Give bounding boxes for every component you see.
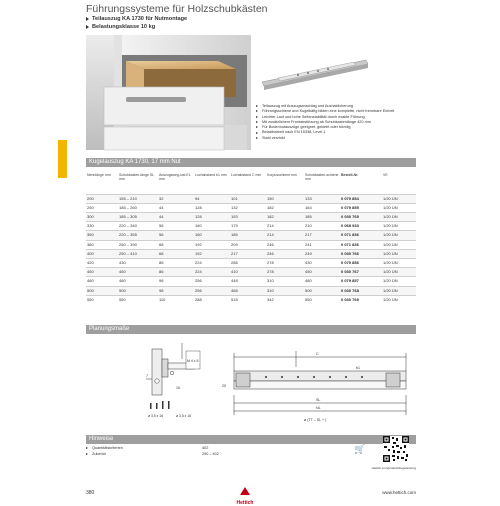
table-cell: 214 bbox=[266, 222, 304, 231]
table-row bbox=[86, 212, 416, 221]
table-cell: 400 bbox=[86, 249, 118, 258]
hinweise-item: Quantitätskriterien 402 bbox=[86, 446, 336, 452]
table-cell: 185 – 260 bbox=[118, 203, 158, 212]
table-cell: 179 bbox=[230, 222, 266, 231]
table-cell: 128 bbox=[194, 203, 230, 212]
table-cell: 430 bbox=[118, 258, 158, 267]
table-row bbox=[86, 240, 416, 249]
hinweise-section-title: Hinweise bbox=[86, 435, 416, 444]
table-cell: 132 bbox=[230, 203, 266, 212]
table-cell: 1/20 ÜN bbox=[382, 286, 416, 295]
logo-mark-icon bbox=[240, 487, 250, 495]
table-cell: 480 bbox=[86, 277, 118, 286]
table-cell: 1/20 ÜN bbox=[382, 240, 416, 249]
table-row bbox=[86, 258, 416, 267]
table-cell: 450 bbox=[86, 268, 118, 277]
dim-16-label: 16 bbox=[176, 386, 180, 390]
table-cell: 133 bbox=[304, 194, 340, 203]
feature-item: Leichter Lauf und hohe Seitenstabilität durch exakte Führung bbox=[256, 115, 426, 120]
planning-drawing bbox=[86, 337, 416, 430]
table-cell: 0 068 933 bbox=[340, 222, 382, 231]
table-cell: 278 bbox=[266, 258, 304, 267]
table-cell: 450 bbox=[304, 268, 340, 277]
planning-section-title: Planungsmaße bbox=[86, 325, 416, 334]
table-cell: 0 079 855 bbox=[340, 203, 382, 212]
dim-el-label: ø (TT – SL + ) bbox=[304, 418, 327, 422]
table-cell: 246 bbox=[266, 240, 304, 249]
table-cell: 150 bbox=[266, 194, 304, 203]
table-cell: 256 bbox=[194, 286, 230, 295]
table-cell: 224 bbox=[194, 268, 230, 277]
table-cell: 1/20 ÜN bbox=[382, 258, 416, 267]
table-cell: 68 bbox=[158, 240, 194, 249]
table-cell: 220 – 355 bbox=[118, 231, 158, 240]
table-cell: 94 bbox=[194, 194, 230, 203]
table-cell: 310 bbox=[266, 277, 304, 286]
table-cell: 0 030 768 bbox=[340, 286, 382, 295]
table-cell: 550 bbox=[86, 295, 118, 304]
table-cell: 380 bbox=[86, 240, 118, 249]
table-cell: 160 bbox=[194, 222, 230, 231]
table-cell: 330 bbox=[86, 222, 118, 231]
qr-caption: Hettich.com/product/kugelauszug bbox=[371, 466, 416, 470]
table-row bbox=[86, 222, 416, 231]
table-cell: 0 079 856 bbox=[340, 258, 382, 267]
table-cell: 86 bbox=[158, 258, 194, 267]
table-cell: 185 bbox=[230, 231, 266, 240]
subtitle-2: Belastungsklasse 10 kg bbox=[86, 23, 416, 31]
table-cell: 128 bbox=[194, 212, 230, 221]
table-cell: 214 bbox=[266, 231, 304, 240]
table-cell: 1/20 ÜN bbox=[382, 194, 416, 203]
table-cell: 480 bbox=[304, 277, 340, 286]
page-number: 380 bbox=[86, 490, 95, 496]
column-header: Nennlänge mm bbox=[87, 173, 111, 177]
table-cell: 250 – 390 bbox=[118, 240, 158, 249]
screw-dim-label-1: ø 3,5 x 16 bbox=[148, 414, 164, 418]
dim-c-label: C bbox=[316, 352, 319, 356]
table-cell: 210 bbox=[304, 222, 340, 231]
mx-label: M 4 x 5 bbox=[187, 359, 199, 363]
table-body bbox=[86, 194, 416, 304]
column-header: Auszugsweg-lust EL mm bbox=[159, 173, 191, 182]
table-cell: 1/20 ÜN bbox=[382, 222, 416, 231]
table-cell: 0 079 854 bbox=[340, 194, 382, 203]
table-cell: 1/20 ÜN bbox=[382, 249, 416, 258]
table-cell: 0 030 765 bbox=[340, 212, 382, 221]
table-cell: 0 030 769 bbox=[340, 295, 382, 304]
column-header: Schubkasten-länge SL mm bbox=[119, 173, 155, 182]
table-cell: 217 bbox=[230, 249, 266, 258]
drawer-product-photo bbox=[86, 35, 251, 150]
table-cell: 350 bbox=[86, 231, 118, 240]
bullet-arrow-icon bbox=[86, 25, 89, 29]
dim-20-label: 20 bbox=[222, 384, 226, 388]
table-cell: 246 bbox=[266, 249, 304, 258]
table-cell: 86 bbox=[158, 268, 194, 277]
hettich-logo: Hettich bbox=[229, 482, 261, 498]
table-row bbox=[86, 194, 416, 203]
feature-item: Für Bodennutauszüge geeignet, geklebt oder bündig bbox=[256, 125, 426, 130]
table-cell: 192 bbox=[194, 249, 230, 258]
table-cell: 0 079 857 bbox=[340, 277, 382, 286]
table-cell: 32 bbox=[158, 194, 194, 203]
table-cell: 288 bbox=[194, 295, 230, 304]
table-header-row bbox=[86, 172, 416, 194]
table-cell: 200 bbox=[86, 194, 118, 203]
table-cell: 98 bbox=[158, 277, 194, 286]
table-cell: 286 bbox=[230, 258, 266, 267]
column-header: Schubkasten-schiene mm bbox=[305, 173, 339, 182]
column-header: Bestell-Nr. bbox=[341, 173, 359, 177]
table-cell: 1/20 ÜN bbox=[382, 212, 416, 221]
table-cell: 250 – 410 bbox=[118, 249, 158, 258]
table-cell: 500 bbox=[304, 286, 340, 295]
table-cell: 1/20 ÜN bbox=[382, 203, 416, 212]
hinweise-item: Zubehör 290 – 402 bbox=[86, 452, 336, 458]
table-cell: 1/20 ÜN bbox=[382, 277, 416, 286]
table-cell: 500 bbox=[118, 286, 158, 295]
table-cell: 430 bbox=[304, 258, 340, 267]
dim-sl-label: SL bbox=[316, 398, 321, 402]
page-title: Führungssysteme für Holzschubkästen bbox=[86, 3, 268, 15]
table-cell: 1/20 ÜN bbox=[382, 231, 416, 240]
runner-product-image bbox=[258, 52, 370, 94]
table-cell: 153 bbox=[230, 212, 266, 221]
table-row bbox=[86, 268, 416, 277]
table-row bbox=[86, 203, 416, 212]
table-cell: 420 bbox=[86, 258, 118, 267]
table-row bbox=[86, 295, 416, 304]
column-header: VE bbox=[383, 173, 388, 177]
table-cell: 209 bbox=[230, 240, 266, 249]
table-cell: 56 bbox=[158, 222, 194, 231]
chapter-tab bbox=[58, 140, 67, 178]
qr-code-icon[interactable] bbox=[383, 436, 409, 462]
table-cell: 98 bbox=[158, 286, 194, 295]
table-cell: 300 bbox=[86, 212, 118, 221]
table-cell: 518 bbox=[230, 295, 266, 304]
table-cell: 110 bbox=[158, 295, 194, 304]
dim-7-label: 7 bbox=[146, 374, 148, 378]
table-cell: 160 bbox=[194, 231, 230, 240]
table-cell: 550 bbox=[118, 295, 158, 304]
table-cell: 164 bbox=[304, 203, 340, 212]
table-cell: 249 bbox=[304, 249, 340, 258]
table-cell: 56 bbox=[158, 231, 194, 240]
table-row bbox=[86, 286, 416, 295]
table-cell: 185 – 305 bbox=[118, 212, 158, 221]
column-header: Korpusschiene mm bbox=[267, 173, 297, 177]
table-cell: 310 bbox=[266, 286, 304, 295]
table-cell: 410 bbox=[230, 268, 266, 277]
table-cell: 155 – 210 bbox=[118, 194, 158, 203]
shopping-cart-icon: 🛒 bbox=[354, 444, 366, 454]
feature-item: Teilauszug mit Auszugsanschlag und Aushaklicherung bbox=[256, 104, 426, 109]
dim-b1-label: b1 bbox=[356, 366, 360, 370]
feature-list bbox=[256, 104, 426, 141]
table-cell: 0 030 767 bbox=[340, 268, 382, 277]
drawer-photo-svg bbox=[86, 35, 251, 150]
table-cell: 44 bbox=[158, 203, 194, 212]
table-cell: 342 bbox=[266, 295, 304, 304]
hinweise-list bbox=[86, 446, 336, 457]
table-row bbox=[86, 231, 416, 240]
table-cell: 220 – 340 bbox=[118, 222, 158, 231]
technical-drawing-svg bbox=[86, 337, 416, 430]
table-cell: 0 071 836 bbox=[340, 240, 382, 249]
table-cell: 217 bbox=[304, 231, 340, 240]
table-cell: 44 bbox=[158, 212, 194, 221]
table-cell: 68 bbox=[158, 249, 194, 258]
table-cell: 182 bbox=[266, 203, 304, 212]
runner-svg bbox=[258, 52, 370, 94]
table-cell: 185 bbox=[304, 212, 340, 221]
table-cell: 450 bbox=[118, 268, 158, 277]
column-header: Lochabstand C mm bbox=[231, 173, 262, 177]
table-cell: 101 bbox=[230, 194, 266, 203]
screw-dim-label-2: ø 3,5 x 16 bbox=[176, 414, 192, 418]
table-cell: 1/20 ÜN bbox=[382, 268, 416, 277]
dim-nl-label: NL bbox=[316, 406, 321, 410]
subtitle-1: Teilauszug KA 1730 für Nutmontage bbox=[86, 15, 416, 23]
table-row bbox=[86, 277, 416, 286]
spec-table bbox=[86, 172, 416, 304]
bullet-arrow-icon bbox=[86, 17, 89, 21]
table-cell: 0 071 836 bbox=[340, 231, 382, 240]
table-cell: 182 bbox=[266, 212, 304, 221]
table-cell: 224 bbox=[194, 258, 230, 267]
table-cell: 468 bbox=[230, 286, 266, 295]
table-cell: 1/20 ÜN bbox=[382, 295, 416, 304]
table-cell: 480 bbox=[118, 277, 158, 286]
table-row bbox=[86, 249, 416, 258]
table-cell: 250 bbox=[86, 203, 118, 212]
page-header bbox=[86, 3, 416, 31]
column-header: Lochabstand b1 mm bbox=[195, 173, 227, 177]
feature-item: Belastbarkeit nach EN 15338, Level 1 bbox=[256, 130, 426, 135]
feature-item: Mit zusätzlichem Frontabstützung ab Schubkastenlänge 420 mm bbox=[256, 120, 426, 125]
table-section-title: Kugelauszug KA 1730, 17 mm Nut bbox=[86, 158, 416, 167]
footer-url[interactable]: www.hettich.com bbox=[382, 490, 416, 495]
table-cell: 192 bbox=[194, 240, 230, 249]
table-cell: 500 bbox=[86, 286, 118, 295]
table-cell: 278 bbox=[266, 268, 304, 277]
table-cell: 241 bbox=[304, 240, 340, 249]
feature-item: Stahl verzinkt bbox=[256, 136, 426, 141]
table-cell: 0 030 766 bbox=[340, 249, 382, 258]
table-cell: 256 bbox=[194, 277, 230, 286]
table-cell: 550 bbox=[304, 295, 340, 304]
table-cell: 448 bbox=[230, 277, 266, 286]
feature-item: Führungsschiene und Kugelkäfig bilden eine komplette, nicht trennbare Einheit bbox=[256, 109, 426, 114]
